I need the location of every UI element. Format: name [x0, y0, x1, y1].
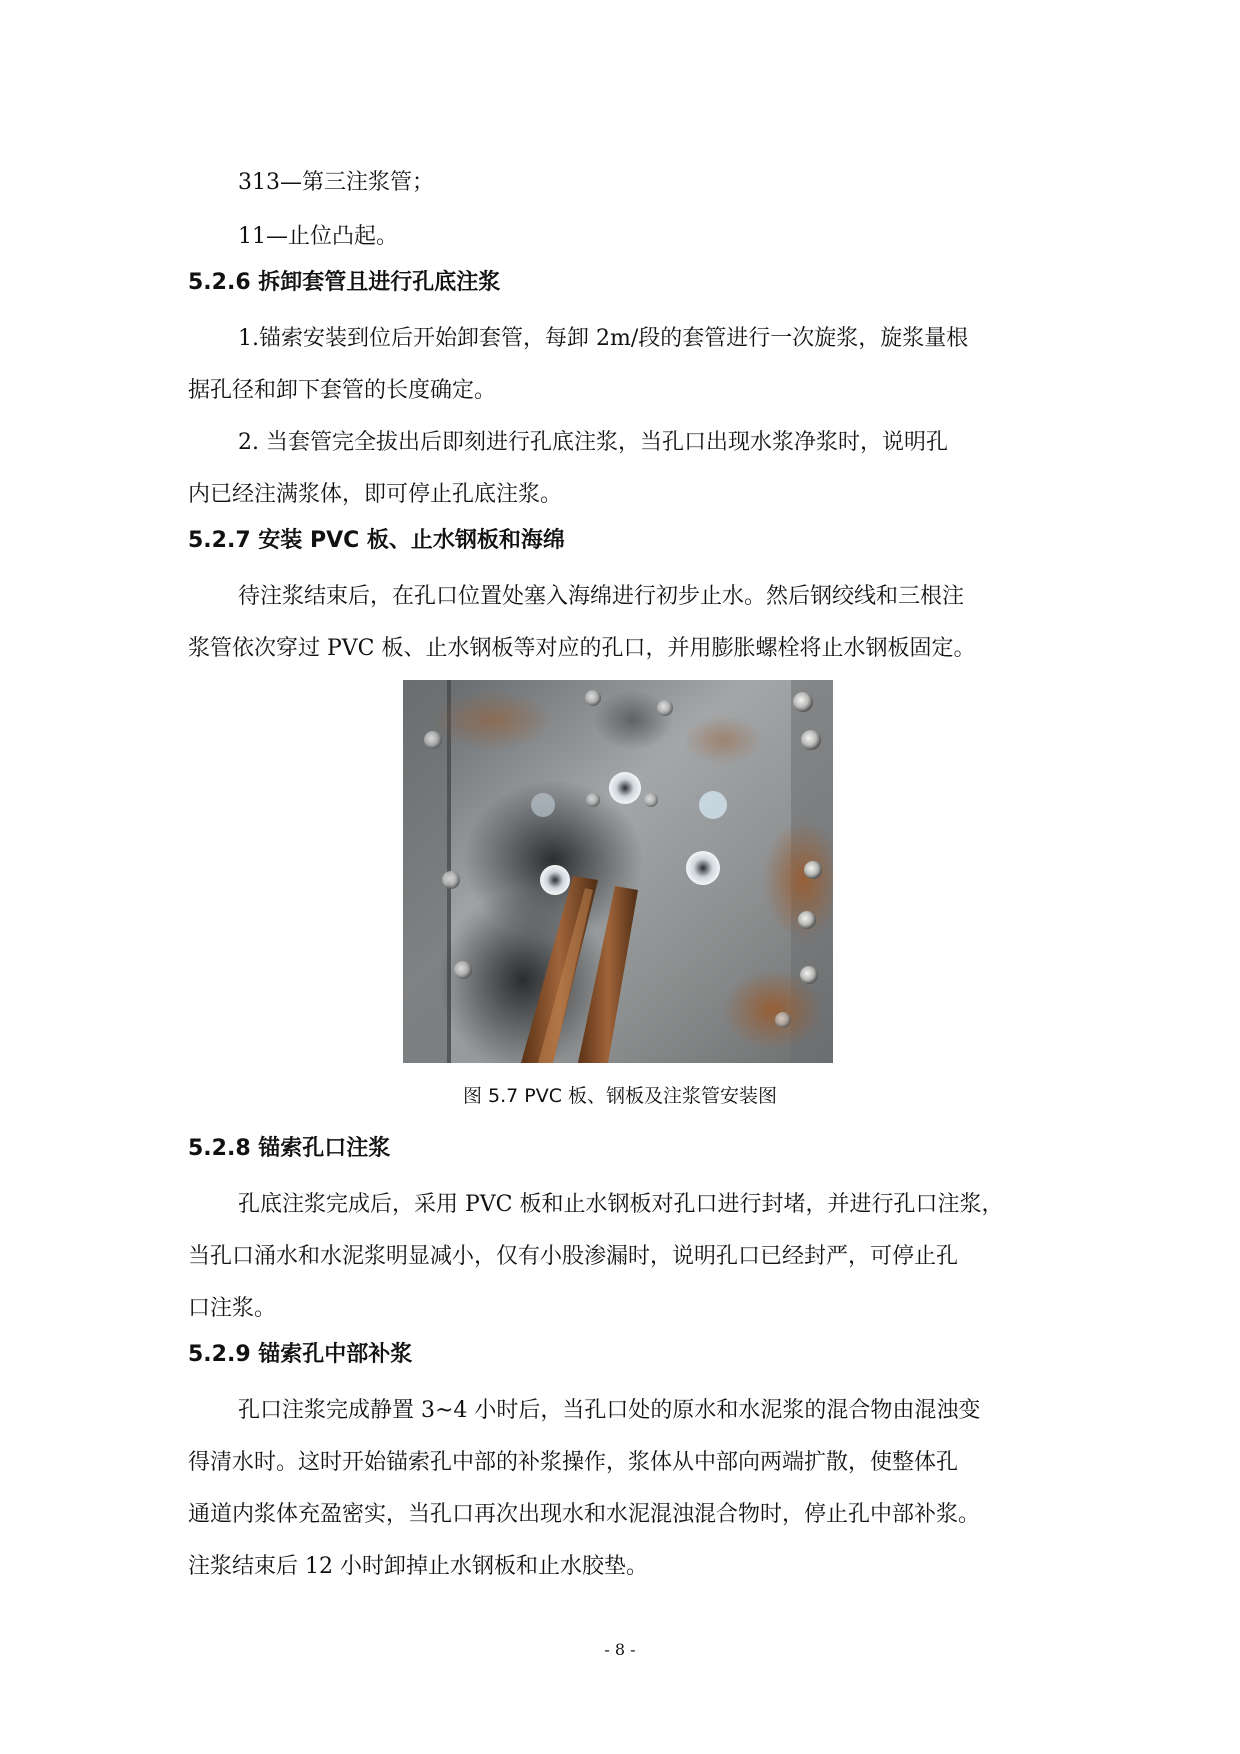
list-item-313: 313—第三注浆管；	[238, 170, 434, 195]
section-heading-5-2-8: 5.2.8 锚索孔口注浆	[188, 1136, 391, 1161]
paragraph-line: 2. 当套管完全拔出后即刻进行孔底注浆，当孔口出现水浆净浆时，说明孔	[238, 430, 948, 455]
section-heading-5-2-7: 5.2.7 安装 PVC 板、止水钢板和海绵	[188, 528, 565, 553]
paragraph-line: 当孔口涌水和水泥浆明显减小，仅有小股渗漏时，说明孔口已经封严，可停止孔	[188, 1244, 959, 1269]
figure-caption: 图 5.7 PVC 板、钢板及注浆管安装图	[462, 1085, 778, 1107]
paragraph-line: 据孔径和卸下套管的长度确定。	[188, 378, 497, 403]
paragraph-line: 通道内浆体充盈密实，当孔口再次出现水和水泥混浊混合物时，停止孔中部补浆。	[188, 1502, 981, 1527]
paragraph-line: 得清水时。这时开始锚索孔中部的补浆操作，浆体从中部向两端扩散，使整体孔	[188, 1450, 959, 1475]
section-heading-5-2-6: 5.2.6 拆卸套管且进行孔底注浆	[188, 270, 501, 295]
list-item-11: 11—止位凸起。	[238, 224, 398, 249]
paragraph-line: 注浆结束后 12 小时卸掉止水钢板和止水胶垫。	[188, 1554, 648, 1579]
paragraph-line: 内已经注满浆体，即可停止孔底注浆。	[188, 482, 563, 507]
paragraph-line: 孔底注浆完成后，采用 PVC 板和止水钢板对孔口进行封堵，并进行孔口注浆，	[238, 1192, 1004, 1217]
installation-photo	[403, 680, 833, 1063]
installation-photo-illustration	[403, 680, 833, 1063]
paragraph-line: 浆管依次穿过 PVC 板、止水钢板等对应的孔口，并用膨胀螺栓将止水钢板固定。	[188, 636, 976, 661]
paragraph-line: 待注浆结束后，在孔口位置处塞入海绵进行初步止水。然后钢绞线和三根注	[238, 584, 965, 609]
paragraph-line: 口注浆。	[188, 1296, 277, 1321]
section-heading-5-2-9: 5.2.9 锚索孔中部补浆	[188, 1342, 413, 1367]
paragraph-line: 孔口注浆完成静置 3~4 小时后，当孔口处的原水和水泥浆的混合物由混浊变	[238, 1398, 981, 1423]
paragraph-line: 1.锚索安装到位后开始卸套管，每卸 2m/段的套管进行一次旋浆，旋浆量根	[238, 326, 969, 351]
page-number: - 8 -	[604, 1640, 636, 1659]
